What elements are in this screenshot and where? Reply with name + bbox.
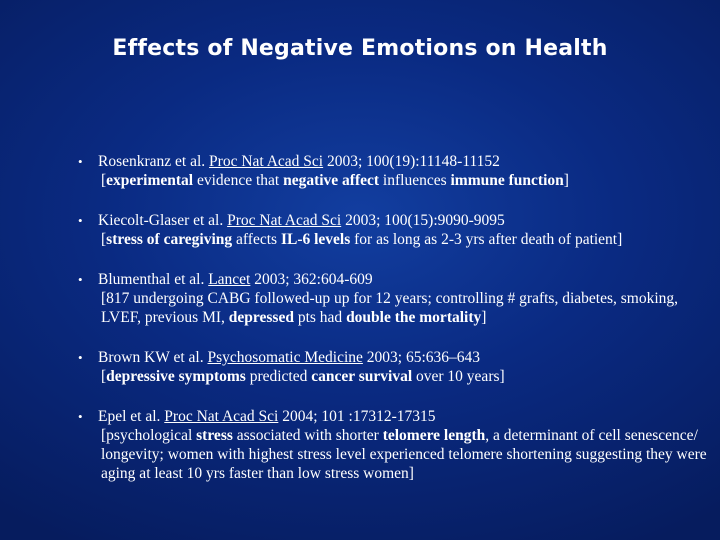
citation-details: 2003; 65:636–643 [362, 349, 481, 366]
note-text: [817 undergoing CABG followed-up up for 12 years; controlling # grafts, diabetes, smoking, LVEF, previous MI, [101, 290, 678, 326]
finding-note [98, 289, 710, 327]
citation-line [98, 153, 500, 170]
finding-note [98, 171, 710, 190]
emphasis-text: stress [196, 427, 233, 444]
citation-line [98, 408, 436, 425]
citation-journal: Proc Nat Acad Sci [209, 153, 324, 170]
note-text: [ [101, 368, 107, 385]
citation-journal: Proc Nat Acad Sci [227, 212, 342, 229]
citation-journal: Psychosomatic Medicine [207, 349, 363, 366]
emphasis-text: cancer survival [311, 368, 413, 385]
citation-authors: Epel et al. [98, 408, 165, 425]
bullet-icon: • [78, 409, 83, 424]
bullet-icon: • [78, 350, 83, 365]
citation-authors: Blumenthal et al. [98, 271, 209, 288]
reference-item [78, 211, 710, 249]
citation-journal: Proc Nat Acad Sci [164, 408, 279, 425]
note-text: for as long as 2-3 yrs after death of patient] [350, 231, 623, 248]
slide-title: Effects of Negative Emotions on Health [112, 36, 608, 61]
emphasis-text: depressive symptoms [106, 368, 246, 385]
reference-item [78, 270, 710, 327]
note-text: evidence that [193, 172, 284, 189]
note-text: predicted [245, 368, 312, 385]
emphasis-text: stress of caregiving [106, 231, 233, 248]
reference-item [78, 152, 710, 190]
emphasis-text: IL-6 levels [280, 231, 351, 248]
note-text: [psychological [101, 427, 197, 444]
note-text: ] [563, 172, 569, 189]
citation-journal: Lancet [208, 271, 251, 288]
note-text: associated with shorter [232, 427, 383, 444]
note-text: , a determinant of cell senescence/ longevity; women with highest stress level experienced telomere shortening suggesting they were aging at least 10 yrs faster than low stress women] [101, 427, 707, 482]
note-text: over 10 years] [412, 368, 505, 385]
note-text: [ [101, 231, 107, 248]
citation-details: 2003; 362:604-609 [250, 271, 373, 288]
emphasis-text: experimental [106, 172, 194, 189]
citation-details: 2003; 100(19):11148-11152 [323, 153, 500, 170]
emphasis-text: depressed [228, 309, 294, 326]
emphasis-text: telomere length [382, 427, 486, 444]
bullet-icon: • [78, 272, 83, 287]
citation-details: 2004; 101 :17312-17315 [278, 408, 436, 425]
bullet-icon: • [78, 154, 83, 169]
citation-authors: Kiecolt-Glaser et al. [98, 212, 228, 229]
citation-authors: Brown KW et al. [98, 349, 208, 366]
finding-note [98, 426, 710, 483]
reference-item [78, 407, 710, 483]
bullet-list [78, 152, 710, 504]
note-text: influences [379, 172, 451, 189]
emphasis-text: double the mortality [346, 309, 482, 326]
emphasis-text: negative affect [283, 172, 380, 189]
citation-authors: Rosenkranz et al. [98, 153, 210, 170]
note-text: affects [232, 231, 281, 248]
note-text: pts had [293, 309, 347, 326]
finding-note [98, 230, 710, 249]
citation-line [98, 271, 373, 288]
citation-details: 2003; 100(15):9090-9095 [341, 212, 505, 229]
note-text: ] [481, 309, 487, 326]
citation-line [98, 349, 480, 366]
finding-note [98, 367, 710, 386]
bullet-icon: • [78, 213, 83, 228]
reference-item [78, 348, 710, 386]
citation-line [98, 212, 505, 229]
emphasis-text: immune function [450, 172, 564, 189]
note-text: [ [101, 172, 107, 189]
